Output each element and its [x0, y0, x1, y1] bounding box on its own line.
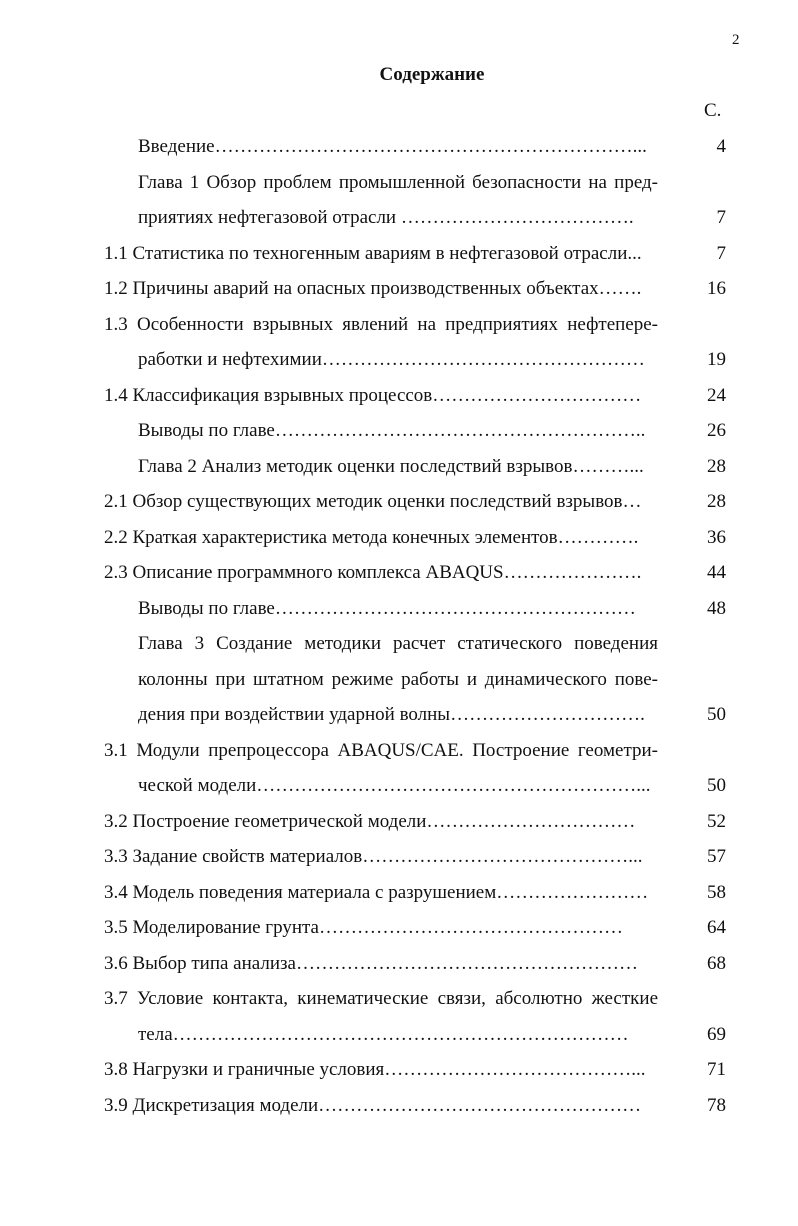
page-title: Содержание: [379, 64, 485, 85]
toc-entry-text: ческой модели……………………………………………………...: [138, 775, 651, 796]
toc-page-number: 16: [707, 278, 726, 299]
toc-entry-text: 3.6 Выбор типа анализа………………………………………………: [104, 952, 638, 974]
toc-entry-text: 3.7 Условие контакта, кинематические связи, абсолютно жесткие: [104, 988, 658, 1009]
toc-entry-text: колонны при штатном режиме работы и динамического пове-: [138, 668, 658, 690]
toc-entry-text: Выводы по главе…………………………………………………..: [138, 420, 646, 441]
toc-page-number: 68: [707, 952, 726, 974]
toc-entry-text: Глава 3 Создание методики расчет статического поведения: [138, 633, 658, 654]
toc-entry-text: 1.2 Причины аварий на опасных производственных объектах…….: [104, 278, 642, 299]
toc-page-number: 57: [707, 846, 726, 867]
toc-entry-text: 3.2 Построение геометрической модели……………………………: [104, 810, 636, 832]
toc-page-number: 69: [707, 1023, 726, 1045]
page-column-label: С.: [704, 100, 722, 121]
toc-page-number: 50: [707, 704, 726, 725]
toc-page-number: 58: [707, 881, 726, 903]
toc-page-number: 7: [716, 242, 726, 264]
toc-entry-text: 3.8 Нагрузки и граничные условия…………………………………...: [104, 1059, 646, 1080]
toc-entry-text: 3.4 Модель поведения материала с разрушением……………………: [104, 881, 649, 903]
toc-page-number: 71: [707, 1059, 726, 1080]
toc-entry-text: 3.1 Модули препроцессора ABAQUS/CAE. Построение геометри-: [104, 739, 658, 761]
toc-page-number: 52: [707, 810, 726, 832]
toc-page-number: 28: [707, 455, 726, 477]
toc-entry-text: Глава 1 Обзор проблем промышленной безопасности на пред-: [138, 171, 658, 193]
toc-entry-text: 3.5 Моделирование грунта…………………………………………: [104, 917, 623, 938]
toc-page-number: 7: [716, 207, 726, 228]
toc-page-number: 64: [707, 917, 726, 938]
toc-entry-text: 3.3 Задание свойств материалов……………………………………...: [104, 846, 643, 867]
toc-entry-text: 1.4 Классификация взрывных процессов……………………………: [104, 384, 642, 406]
toc-page-number: 26: [707, 420, 726, 441]
toc-page-number: 48: [707, 597, 726, 619]
toc-entry-text: тела………………………………………………………………: [138, 1023, 629, 1045]
toc-entry-text: дения при воздействии ударной волны………………………….: [138, 704, 645, 725]
toc-entry-text: Глава 2 Анализ методик оценки последствий взрывов………...: [138, 455, 644, 477]
toc-entry-text: 2.2 Краткая характеристика метода конечных элементов………….: [104, 526, 639, 548]
toc-entry-text: 3.9 Дискретизация модели……………………………………………: [104, 1094, 642, 1116]
toc-entry-text: приятиях нефтегазовой отрасли ……………………………….: [138, 207, 634, 228]
toc-entry-text: 1.3 Особенности взрывных явлений на предприятиях нефтепере-: [104, 313, 658, 335]
toc-entry-text: 2.1 Обзор существующих методик оценки последствий взрывов…: [104, 491, 642, 512]
toc-page-number: 50: [707, 775, 726, 796]
toc-entry-text: Введение…………………………………………………………...: [138, 136, 647, 157]
toc-page-number: 44: [707, 562, 726, 583]
toc-page-number: 78: [707, 1094, 726, 1116]
toc-entry-text: работки и нефтехимии……………………………………………: [138, 349, 645, 370]
toc-page-number: 28: [707, 491, 726, 512]
page-number: 2: [732, 32, 740, 48]
toc-entry-text: Выводы по главе…………………………………………………: [138, 597, 636, 619]
toc-page-number: 36: [707, 526, 726, 548]
toc-page-number: 24: [707, 384, 726, 406]
toc-entry-text: 1.1 Статистика по техногенным авариям в нефтегазовой отрасли...: [104, 242, 642, 264]
toc-entry-text: 2.3 Описание программного комплекса ABAQUS………………….: [104, 562, 642, 583]
toc-page-number: 19: [707, 349, 726, 370]
toc-page-number: 4: [716, 136, 726, 157]
